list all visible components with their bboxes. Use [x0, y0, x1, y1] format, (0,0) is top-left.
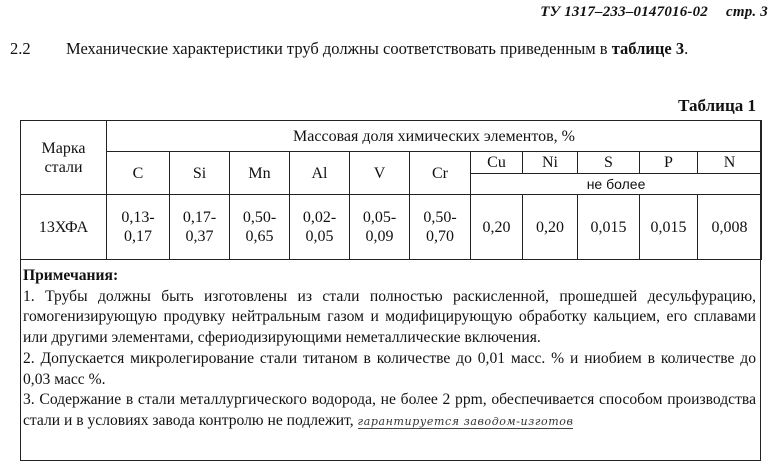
element-header: Al [290, 152, 350, 195]
element-header: C [107, 152, 170, 195]
note-item: 3. Содержание в стали металлургического водорода, не более 2 ppm, обеспечивается способом производства стали и в условиях завода контролю не подлежит, [23, 391, 756, 429]
chemical-composition-table [20, 120, 762, 260]
notes-title: Примечания: [23, 267, 119, 284]
element-header: Mn [230, 152, 290, 195]
element-header: P [640, 152, 698, 174]
value-cell: 0,015 [578, 195, 640, 260]
grade-header-cell [21, 121, 107, 195]
section-text-main: Механические характеристики труб должны соответствовать приведенным в [66, 39, 608, 58]
note-item: 2. Допускается микролегирование стали титаном в количестве до 0,01 масс. % и ниобием в количестве до 0,03 масс %. [23, 349, 756, 388]
grade-header: Марка стали [41, 139, 86, 176]
value-cell: 0,50- 0,70 [410, 195, 471, 260]
value-cell: 0,13- 0,17 [107, 195, 170, 260]
value-cell: 0,20 [523, 195, 578, 260]
handwritten-annotation: гарантируется заводом-изготов [357, 414, 574, 428]
value-cell: 0,02- 0,05 [290, 195, 350, 260]
notes-block [23, 266, 756, 433]
value-cell: 0,008 [698, 195, 762, 260]
section-number: 2.2 [10, 39, 31, 58]
element-header: V [350, 152, 410, 195]
note-item: 1. Трубы должны быть изготовлены из стали полностью раскисленной, прошедшей десульфурацию, гомогенизирующую продувку нейтральным газом и модифицирующую обработку кальцием, его сплавами или другими элементами, сфериодизирующими неметаллические включения. [23, 287, 756, 347]
max-limit-label: не более [471, 174, 762, 195]
table-caption: Таблица 1 [678, 96, 756, 115]
element-header: S [578, 152, 640, 174]
value-cell: 0,17- 0,37 [170, 195, 230, 260]
element-header: N [698, 152, 762, 174]
element-header: Si [170, 152, 230, 195]
steel-grade-cell: 13ХФА [21, 195, 107, 260]
note-item-3 [23, 390, 756, 432]
value-cell: 0,20 [471, 195, 523, 260]
element-header: Cr [410, 152, 471, 195]
mass-fraction-header: Массовая доля химических элементов, % [293, 127, 576, 145]
mass-fraction-header-cell [107, 121, 762, 152]
section-text-end: . [684, 39, 689, 58]
section-text-table-ref: таблице 3 [611, 39, 685, 58]
document-code: ТУ 1317–233–0147016-02 [540, 4, 709, 20]
value-cell: 0,015 [640, 195, 698, 260]
element-header: Cu [471, 152, 523, 174]
element-header: Ni [523, 152, 578, 174]
value-cell: 0,50- 0,65 [230, 195, 290, 260]
page-header [540, 4, 768, 21]
value-cell: 0,05- 0,09 [350, 195, 410, 260]
section-text [66, 37, 771, 60]
page-number: стр. 3 [725, 4, 768, 20]
